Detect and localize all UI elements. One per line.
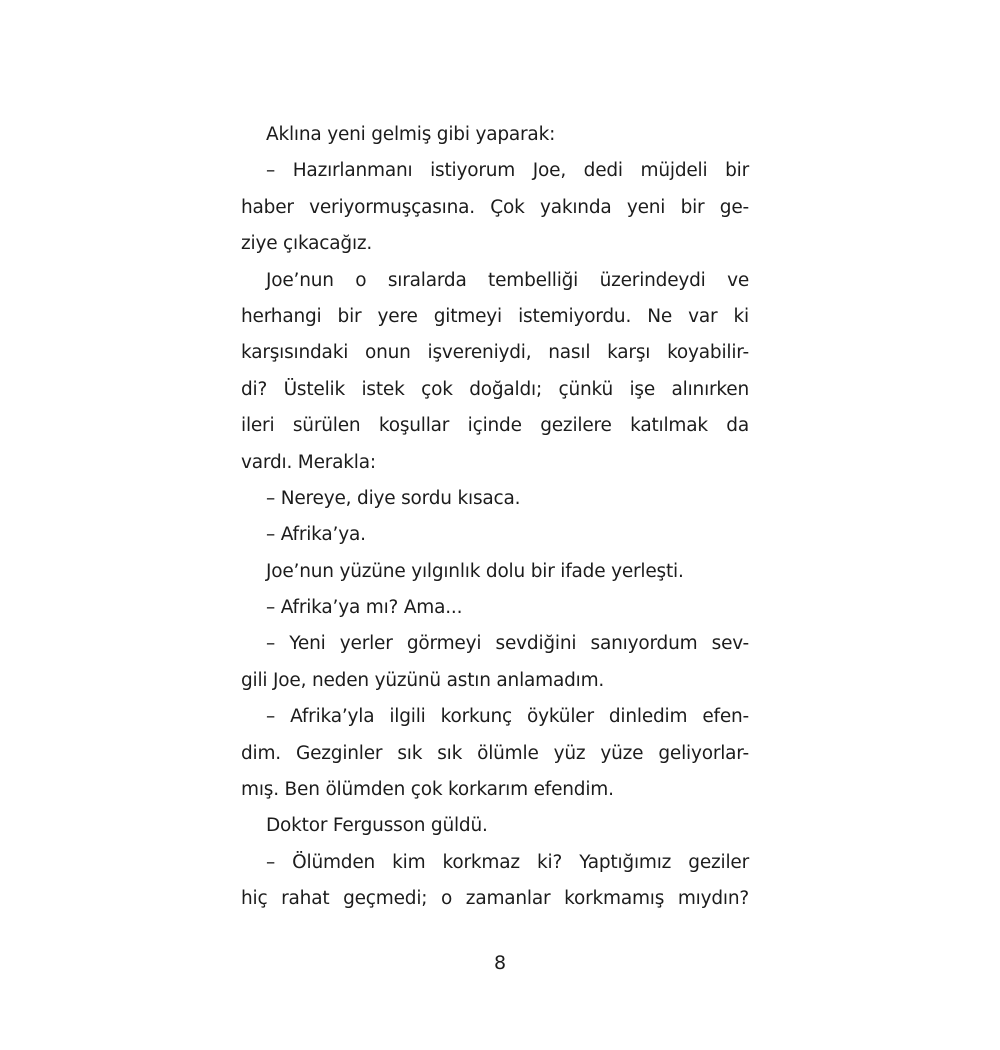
text-line: vardı. Merakla:	[241, 451, 376, 473]
text-line: herhangi bir yere gitmeyi istemiyordu. Ne var ki	[241, 305, 749, 327]
text-line: dim. Gezginler sık sık ölümle yüz yüze geliyorlar-	[241, 742, 749, 764]
text-line: – Afrika’yla ilgili korkunç öyküler dinledim efen-	[266, 706, 749, 728]
text-line: hiç rahat geçmedi; o zamanlar korkmamış mıydın?	[241, 888, 749, 910]
text-line: Aklına yeni gelmiş gibi yaparak:	[266, 124, 556, 145]
text-line: haber veriyormuşçasına. Çok yakında yeni bir ge-	[241, 196, 749, 218]
text-line: gili Joe, neden yüzünü astın anlamadım.	[241, 669, 605, 691]
text-line: karşısındaki onun işvereniydi, nasıl karşı koyabilir-	[241, 342, 749, 364]
text-line: mış. Ben ölümden çok korkarım efendim.	[241, 779, 614, 801]
text-line: Doktor Fergusson güldü.	[266, 815, 488, 837]
text-line: – Afrika’ya mı? Ama...	[266, 597, 463, 619]
text-line: – Ölümden kim korkmaz ki? Yaptığımız geziler	[266, 851, 749, 873]
page-number: 8	[493, 952, 507, 974]
text-line: ziye çıkacağız.	[241, 233, 373, 255]
text-line: Joe’nun o sıralarda tembelliği üzerindeydi ve	[266, 269, 749, 291]
text-line: – Yeni yerler görmeyi sevdiğini sanıyordum sev-	[266, 633, 749, 655]
text-line: – Hazırlanmanı istiyorum Joe, dedi müjdeli bir	[266, 160, 749, 182]
text-line: – Nereye, diye sordu kısaca.	[266, 487, 521, 509]
text-line: – Afrika’ya.	[266, 524, 366, 546]
text-line: di? Üstelik istek çok doğaldı; çünkü işe alınırken	[241, 378, 749, 400]
text-line: ileri sürülen koşullar içinde gezilere katılmak da	[241, 415, 749, 437]
body-text	[241, 117, 749, 918]
text-line: Joe’nun yüzüne yılgınlık dolu bir ifade yerleşti.	[266, 560, 684, 582]
